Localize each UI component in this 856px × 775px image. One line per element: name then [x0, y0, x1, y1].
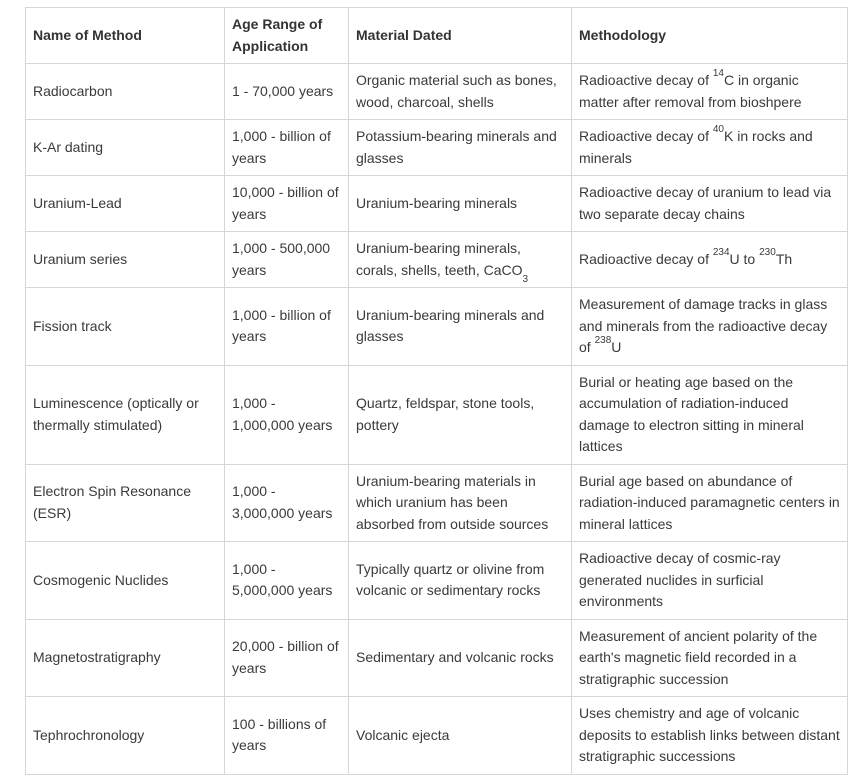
table-row — [26, 288, 848, 366]
cell-material-dated — [349, 176, 572, 232]
cell-age-range: 1 - 70,000 years — [225, 64, 349, 120]
table-body — [26, 64, 848, 775]
cell-method-name: Uranium-Lead — [26, 176, 225, 232]
table-row — [26, 464, 848, 542]
text-segment: Uranium-bearing minerals — [356, 194, 518, 211]
table-row — [26, 542, 848, 620]
cell-methodology — [572, 619, 848, 697]
text-segment: U to — [729, 250, 760, 267]
cell-age-range: 1,000 - billion of years — [225, 288, 349, 366]
cell-age-range: 1,000 - 1,000,000 years — [225, 365, 349, 464]
cell-methodology — [572, 365, 848, 464]
cell-age-range: 1,000 - 3,000,000 years — [225, 464, 349, 542]
text-segment: Radioactive decay of — [579, 250, 713, 267]
text-segment: Potassium-bearing minerals and glasses — [356, 128, 557, 166]
text-segment: Uses chemistry and age of volcanic deposits to establish links between distant stratigraphic successions — [579, 705, 840, 764]
dating-methods-table — [25, 7, 848, 775]
text-segment: Uranium-bearing minerals and glasses — [356, 306, 545, 345]
cell-methodology — [572, 120, 848, 176]
text-segment: C in organic matter after removal from bioshpere — [579, 72, 802, 110]
superscript: 40 — [712, 124, 724, 135]
superscript: 230 — [759, 246, 776, 258]
cell-method-name: Electron Spin Resonance (ESR) — [26, 464, 225, 542]
cell-material-dated — [349, 464, 572, 542]
cell-material-dated — [349, 542, 572, 620]
cell-age-range: 100 - billions of years — [225, 697, 349, 775]
header-methodology: Methodology — [572, 8, 848, 64]
text-segment: U — [611, 339, 622, 355]
cell-method-name: Tephrochronology — [26, 697, 225, 775]
cell-methodology — [572, 288, 848, 366]
cell-age-range: 1,000 - 5,000,000 years — [225, 542, 349, 620]
superscript: 14 — [712, 68, 724, 79]
cell-methodology — [572, 464, 848, 542]
cell-method-name: Fission track — [26, 288, 225, 366]
text-segment: K in rocks and minerals — [579, 128, 813, 166]
text-segment: Typically quartz or olivine from volcanic or sedimentary rocks — [356, 560, 545, 599]
cell-material-dated — [349, 365, 572, 464]
cell-method-name: Magnetostratigraphy — [26, 619, 225, 697]
table-row — [26, 365, 848, 464]
text-segment: Measurement of ancient polarity of the earth's magnetic field recorded in a stratigraphic succession — [579, 627, 818, 687]
table-row — [26, 619, 848, 697]
table-row — [26, 120, 848, 176]
table-row — [26, 176, 848, 232]
cell-material-dated — [349, 619, 572, 697]
text-segment: Uranium-bearing materials in which uranium has been absorbed from outside sources — [356, 472, 549, 532]
cell-material-dated — [349, 697, 572, 775]
cell-method-name: Uranium series — [26, 232, 225, 288]
superscript: 234 — [712, 246, 730, 258]
cell-method-name: Radiocarbon — [26, 64, 225, 120]
text-segment: Sedimentary and volcanic rocks — [356, 649, 554, 665]
cell-age-range: 10,000 - billion of years — [225, 176, 349, 232]
table-row — [26, 64, 848, 120]
cell-material-dated — [349, 288, 572, 366]
cell-age-range: 20,000 - billion of years — [225, 619, 349, 697]
text-segment: Volcanic ejecta — [356, 726, 450, 743]
text-segment: Burial or heating age based on the accumulation of radiation-induced damage to electron sitting in mineral lattices — [579, 373, 804, 454]
dating-methods-table-container — [25, 7, 848, 775]
cell-methodology — [572, 176, 848, 232]
text-segment: Radioactive decay of cosmic-ray generated nuclides in surficial environments — [579, 550, 781, 609]
cell-method-name: Cosmogenic Nuclides — [26, 542, 225, 620]
text-segment: Burial age based on abundance of radiation-induced paramagnetic centers in mineral lattices — [579, 472, 840, 532]
cell-methodology — [572, 64, 848, 120]
text-segment: Measurement of damage tracks in glass and minerals from the radioactive decay of — [579, 296, 828, 355]
cell-age-range: 1,000 - 500,000 years — [225, 232, 349, 288]
cell-methodology — [572, 542, 848, 620]
table-row — [26, 232, 848, 288]
text-segment: Organic material such as bones, wood, charcoal, shells — [356, 72, 557, 110]
text-segment: Radioactive decay of — [579, 72, 713, 88]
cell-age-range: 1,000 - billion of years — [225, 120, 349, 176]
table-header — [26, 8, 848, 64]
cell-method-name: Luminescence (optically or thermally stimulated) — [26, 365, 225, 464]
cell-methodology — [572, 232, 848, 288]
header-material-dated: Material Dated — [349, 8, 572, 64]
header-name-of-method: Name of Method — [26, 8, 225, 64]
text-segment: Th — [775, 250, 793, 267]
cell-material-dated — [349, 120, 572, 176]
cell-methodology — [572, 697, 848, 775]
header-row — [26, 8, 848, 64]
text-segment: Quartz, feldspar, stone tools, pottery — [356, 395, 535, 433]
cell-method-name: K-Ar dating — [26, 120, 225, 176]
header-age-range: Age Range of Application — [225, 8, 349, 64]
subscript: 3 — [522, 274, 529, 285]
text-segment: Radioactive decay of — [579, 128, 713, 144]
cell-material-dated — [349, 64, 572, 120]
table-row — [26, 697, 848, 775]
cell-material-dated — [349, 232, 572, 288]
superscript: 238 — [594, 335, 612, 346]
text-segment: Radioactive decay of uranium to lead via two separate decay chains — [579, 184, 832, 222]
text-segment: Uranium-bearing minerals, corals, shells, teeth, CaCO — [356, 240, 523, 278]
